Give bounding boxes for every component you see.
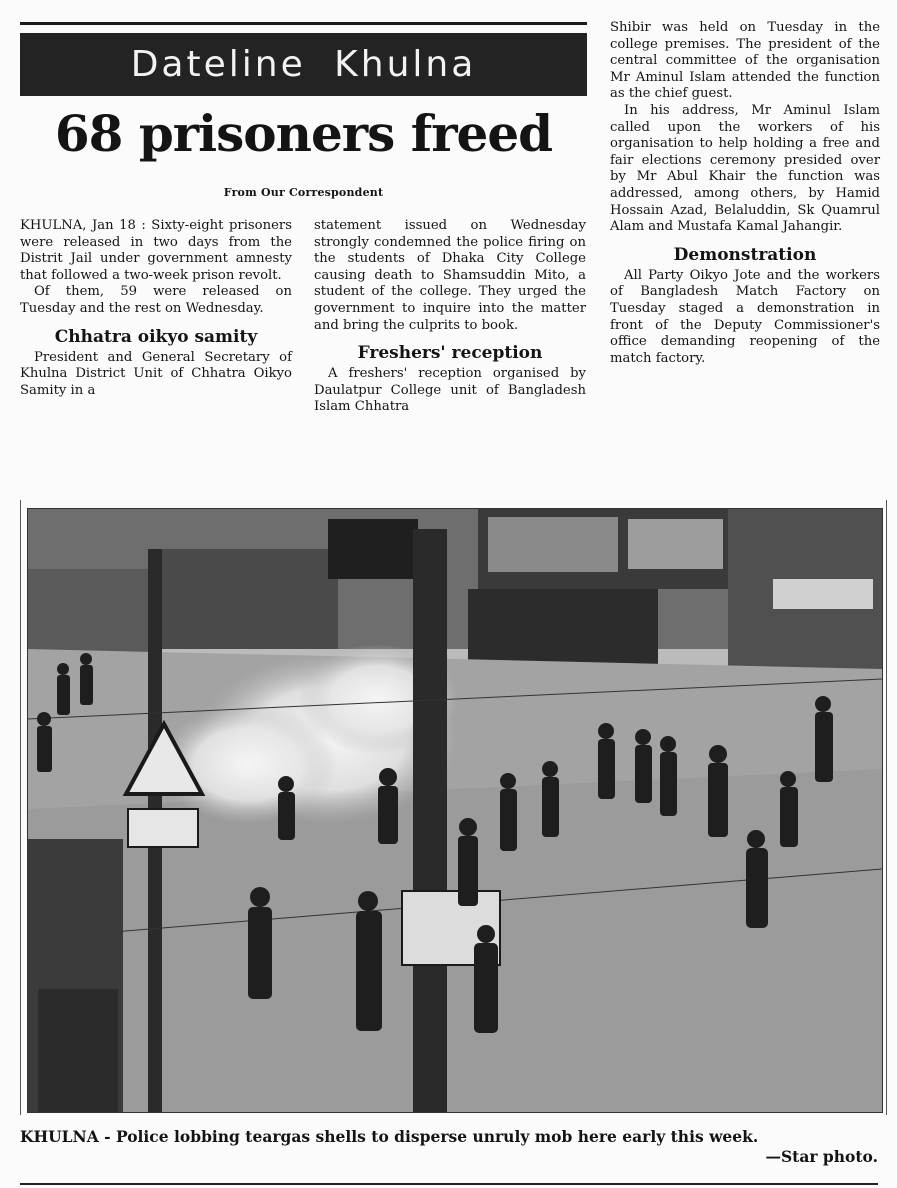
byline: From Our Correspondent: [223, 186, 384, 199]
caption-text: KHULNA - Police lobbing teargas shells to disperse unruly mob here early this week.: [20, 1127, 759, 1146]
paragraph: A freshers' reception organised by Daulatpur College unit of Bangladesh Islam Chhatra: [314, 366, 586, 415]
photo-frame-left: [20, 500, 21, 1115]
paragraph: President and General Secretary of Khulna District Unit of Chhatra Oikyo Samity in a: [20, 349, 292, 398]
paragraph: Of them, 59 were released on Tuesday and the rest on Wednesday.: [20, 284, 292, 316]
top-rule: [20, 22, 587, 25]
headline: 68 prisoners freed: [54, 104, 553, 163]
bottom-rule: [20, 1183, 878, 1185]
subheading: Freshers' reception: [357, 343, 543, 364]
news-photo: [27, 508, 883, 1113]
paragraph: KHULNA, Jan 18 : Sixty-eight prisoners were released in two days from the Distrit Jail under government amnesty that followed a two-week prison revolt.: [20, 218, 292, 283]
paragraph: Shibir was held on Tuesday in the college premises. The president of the central committee of the organisation Mr Aminul Islam attended the function as the chief guest.: [610, 20, 880, 102]
subheading: Chhatra oikyo samity: [54, 326, 258, 347]
section-banner: Dateline Khulna: [20, 33, 587, 96]
column-1: [20, 218, 292, 399]
photo-caption: [20, 1127, 878, 1167]
column-3: [610, 20, 880, 367]
subheading: Demonstration: [673, 244, 817, 265]
paragraph: statement issued on Wednesday strongly condemned the police firing on the students of Dhaka City College causing death to Shamsuddin Mito, a student of the college. They urged the government to inquire into the matter and bring the culprits to book.: [314, 218, 586, 333]
column-2: [314, 218, 586, 416]
paragraph: All Party Oikyo Jote and the workers of Bangladesh Match Factory on Tuesday staged a demonstration in front of the Deputy Commissioner's office demanding reopening of the match factory.: [610, 267, 880, 366]
photo-frame-right: [886, 500, 887, 1115]
photo-credit: —Star photo.: [765, 1147, 878, 1166]
paragraph: In his address, Mr Aminul Islam called upon the workers of his organisation to help holding a free and fair elections ceremony presided over by Mr Abul Khair the function was addressed, among others, by Hamid Hossain Azad, Belaluddin, Sk Quamrul Alam and Mustafa Kamal Jahangir.: [610, 102, 880, 235]
